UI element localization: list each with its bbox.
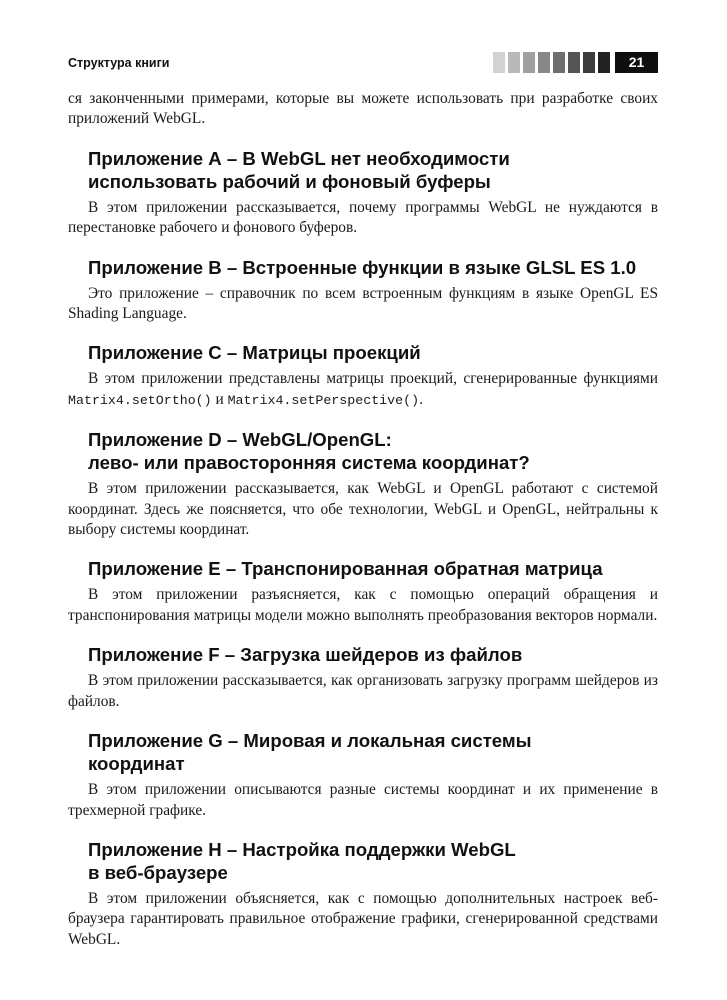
appendix-e-heading xyxy=(88,557,658,580)
appendix-c-heading xyxy=(88,341,658,364)
heading-line: Приложение G – Мировая и локальная системы xyxy=(88,730,532,752)
appendix-a-body: В этом приложении рассказывается, почему программы WebGL не нуждаются в перестановке рабочего и фонового буферов. xyxy=(68,198,658,237)
appendix-d-heading xyxy=(88,428,658,474)
heading-line: Приложение H – Настройка поддержки WebGL xyxy=(88,838,516,860)
appendix-d-body: В этом приложении рассказывается, как WebGL и OpenGL работают с системой координат. Здесь же поясняется, что обе технологии, WebGL и OpenGL, нейтральны к выбору системы координат. xyxy=(68,480,658,539)
page-content xyxy=(68,89,658,950)
appendix-e-body: В этом приложении разъясняется, как с помощью операций обращения и транспонирования матрицы модели можно выполнять преобразования векторов нормали. xyxy=(68,586,658,624)
header-block xyxy=(523,52,535,73)
appendix-h-heading xyxy=(88,838,658,884)
code-ortho: Matrix4.setOrtho() xyxy=(68,392,212,408)
appendix-h-body: В этом приложении объясняется, как с помощью дополнительных настроек веб-браузера гарантировать правильное отображение графики, сгенерированной средствами WebGL. xyxy=(68,889,658,948)
heading-line: Приложение С – Матрицы проекций xyxy=(88,342,421,364)
heading-line: использовать рабочий и фоновый буферы xyxy=(88,170,491,192)
appendix-a-heading xyxy=(88,147,658,193)
header-block xyxy=(508,52,520,73)
running-title: Структура книги xyxy=(68,56,170,70)
header-block xyxy=(583,52,595,73)
header-block xyxy=(493,52,505,73)
appendix-g-body: В этом приложении описываются разные системы координат и их применение в трехмерной графике. xyxy=(68,781,658,819)
appendix-b-body: Это приложение – справочник по всем встроенным функциям в языке OpenGL ES Shading Language. xyxy=(68,284,658,323)
appendix-b-heading xyxy=(88,256,658,279)
appendix-c-body xyxy=(68,369,658,411)
intro-paragraph: ся законченными примерами, которые вы можете использовать при разработке своих приложений WebGL. xyxy=(68,90,658,128)
header-block xyxy=(598,52,610,73)
heading-line: Приложение Е – Транспонированная обратная матрица xyxy=(88,558,603,580)
appendix-g-heading xyxy=(88,729,658,775)
body-text: . xyxy=(419,390,423,408)
heading-line: Приложение А – В WebGL нет необходимости xyxy=(88,147,510,169)
heading-line: лево- или правосторонняя система координат? xyxy=(88,452,530,474)
code-perspective: Matrix4.setPerspective() xyxy=(227,392,420,408)
appendix-f-heading xyxy=(88,643,658,666)
page-number: 21 xyxy=(615,52,658,73)
body-text: и xyxy=(211,390,228,408)
heading-line: координат xyxy=(88,753,185,775)
heading-line: Приложение F – Загрузка шейдеров из файлов xyxy=(88,644,523,666)
appendix-f-body: В этом приложении рассказывается, как организовать загрузку программ шейдеров из файлов. xyxy=(68,672,658,710)
header-block xyxy=(538,52,550,73)
heading-line: Приложение D – WebGL/OpenGL: xyxy=(88,429,392,451)
body-text: В этом приложении представлены матрицы проекций, сгенерированные функциями xyxy=(88,370,658,388)
heading-line: в веб-браузере xyxy=(88,861,228,883)
heading-line: Приложение В – Встроенные функции в языке GLSL ES 1.0 xyxy=(88,256,637,278)
page-header xyxy=(68,50,658,75)
header-block xyxy=(568,52,580,73)
header-block xyxy=(553,52,565,73)
